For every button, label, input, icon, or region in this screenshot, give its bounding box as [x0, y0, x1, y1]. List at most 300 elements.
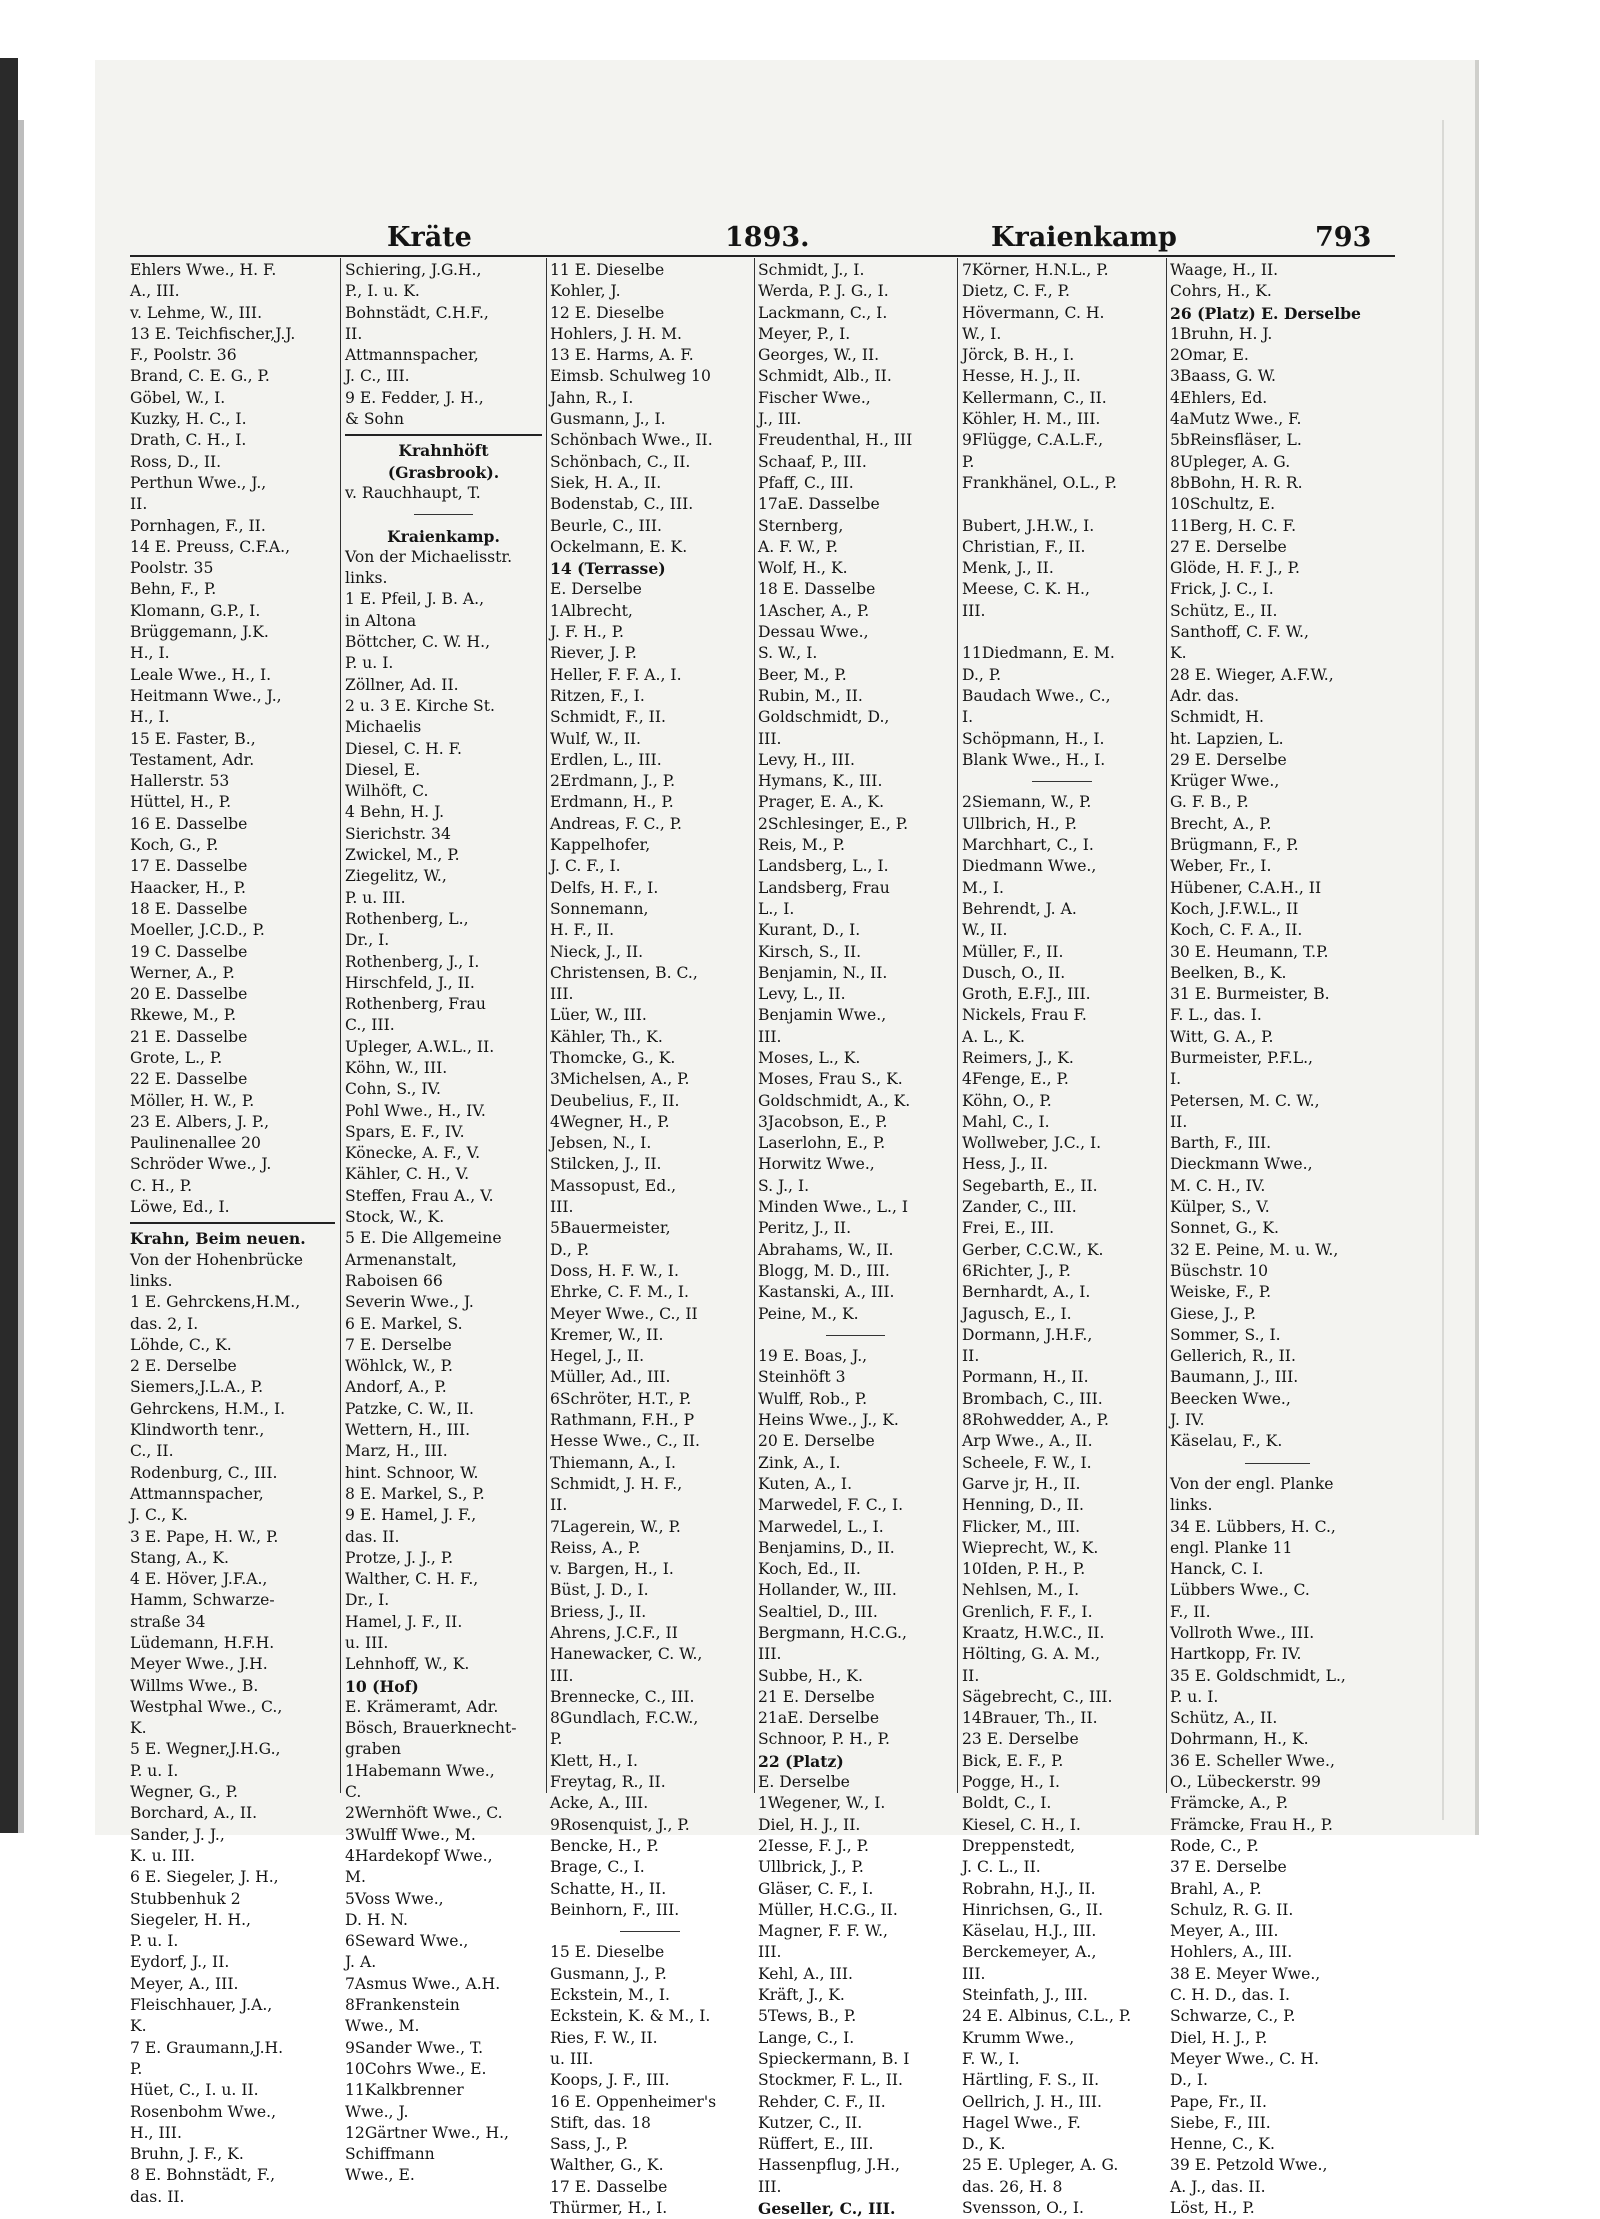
directory-line: Müller, F., II. [962, 942, 1064, 961]
directory-line: Dessau Wwe., [758, 623, 869, 642]
directory-line: Patzke, C. W., II. [345, 1399, 474, 1418]
directory-line: Ockelmann, E. K. [550, 537, 688, 556]
column-divider [957, 258, 958, 1793]
directory-line: Dr., I. [345, 931, 390, 950]
directory-line: 9Sander Wwe., T. [345, 2038, 484, 2057]
directory-line: Rehder, C. F., II. [758, 2092, 886, 2111]
directory-line: Krumm Wwe., [962, 2028, 1075, 2047]
directory-line: III. [758, 729, 782, 748]
directory-line: Von der engl. Planke [1170, 1474, 1334, 1493]
directory-line: Rothenberg, J., I. [345, 952, 480, 971]
directory-line: Sternberg, [758, 516, 844, 535]
directory-line: 19 E. Boas, J., [758, 1347, 868, 1366]
directory-line: I. [1170, 1070, 1182, 1089]
directory-line: Steinfath, J., III. [962, 1986, 1088, 2005]
directory-line: III. [550, 985, 574, 1004]
directory-line: Jahn, R., I. [550, 388, 634, 407]
directory-line: 5Tews, B., P. [758, 2007, 857, 2026]
directory-line: Magner, F. F. W., [758, 1922, 888, 1941]
directory-line: Schmidt, H. [1170, 708, 1264, 727]
directory-line: Wettern, H., III. [345, 1421, 471, 1440]
directory-line: Schöpmann, H., I. [962, 729, 1105, 748]
directory-line: Kiesel, C. H., I. [962, 1815, 1081, 1834]
directory-line: 22 (Platz) [758, 1751, 844, 1771]
directory-line: Beecken Wwe., [1170, 1389, 1291, 1408]
directory-line: Hesse Wwe., C., II. [550, 1432, 701, 1451]
directory-line: Köhn, W., III. [345, 1058, 448, 1077]
directory-line: Külper, S., V. [1170, 1198, 1270, 1217]
directory-line: 3 E. Pape, H. W., P. [130, 1527, 279, 1546]
directory-line: III. [758, 2177, 782, 2196]
directory-line: 18 E. Dasselbe [758, 580, 876, 599]
directory-line: Henning, D., II. [962, 1496, 1084, 1515]
directory-line: III. [758, 1645, 782, 1664]
directory-line: Schmidt, J. H. F., [550, 1474, 683, 1493]
directory-line: Weiske, F., P. [1170, 1283, 1272, 1302]
directory-line: Hohlers, A., III. [1170, 1943, 1293, 1962]
directory-line: Freudenthal, H., III [758, 431, 913, 450]
directory-line: 23 E. Derselbe [962, 1730, 1079, 1749]
directory-line: 6 E. Siegeler, J. H., [130, 1868, 279, 1887]
header-year: 1893. [725, 222, 810, 253]
directory-line: Thürmer, H., I. [550, 2199, 668, 2218]
directory-line: Briess, J., II. [550, 1602, 647, 1621]
directory-line: Geseller, C., III. [758, 2199, 896, 2219]
directory-line: F. W., I. [962, 2049, 1020, 2068]
directory-line: Bruhn, J. F., K. [130, 2145, 244, 2164]
directory-line: Levy, L., II. [758, 985, 846, 1004]
directory-line: 8 E. Bohnstädt, F., [130, 2166, 276, 2185]
directory-line: Arp Wwe., A., II. [962, 1432, 1093, 1451]
directory-line: Frick, J. C., I. [1170, 580, 1274, 599]
directory-line: 8Upleger, A. G. [1170, 452, 1291, 471]
directory-line: straße 34 [130, 1612, 206, 1631]
section-separator [345, 504, 542, 525]
directory-line: F., II. [1170, 1602, 1211, 1621]
directory-line: J. C., K. [130, 1506, 188, 1525]
directory-line: Deubelius, F., II. [550, 1091, 680, 1110]
directory-line: Spars, E. F., IV. [345, 1122, 465, 1141]
directory-line: 13 E. Harms, A. F. [550, 346, 694, 365]
directory-line: Horwitz Wwe., [758, 1155, 875, 1174]
directory-line: III. [550, 1198, 574, 1217]
directory-line: Lübbers Wwe., C. [1170, 1581, 1310, 1600]
directory-line: Göbel, W., I. [130, 388, 226, 407]
directory-line: Von der Michaelisstr. [345, 547, 513, 566]
directory-line: Von der Hohenbrücke [130, 1250, 304, 1269]
directory-line: Jörck, B. H., I. [962, 346, 1075, 365]
directory-line: Brand, C. E. G., P. [130, 367, 270, 386]
directory-line: Främcke, Frau H., P. [1170, 1815, 1334, 1834]
directory-line: Westphal Wwe., C., [130, 1697, 283, 1716]
directory-line: Marwedel, L., I. [758, 1517, 884, 1536]
directory-line: Dietz, C. F., P. [962, 282, 1070, 301]
directory-line: P. u. I. [130, 1932, 179, 1951]
directory-line: Blogg, M. D., III. [758, 1261, 890, 1280]
directory-line: Bösch, Brauerknecht- [345, 1719, 517, 1738]
directory-line: Pogge, H., I. [962, 1773, 1060, 1792]
binding-shadow [18, 120, 24, 1833]
directory-line: 4Ehlers, Ed. [1170, 388, 1268, 407]
directory-line: Ries, F. W., II. [550, 2028, 658, 2047]
directory-line: 4 E. Höver, J.F.A., [130, 1570, 268, 1589]
directory-line: Blank Wwe., H., I. [962, 750, 1106, 769]
directory-line: Erdlen, L., III. [550, 750, 662, 769]
directory-line: C. H. D., das. I. [1170, 1986, 1290, 2005]
directory-line: Kastanski, A., III. [758, 1283, 895, 1302]
directory-line: Sander, J. J., [130, 1825, 225, 1844]
directory-line: 2 u. 3 E. Kirche St. [345, 696, 495, 715]
directory-line: Hinrichsen, G., II. [962, 1900, 1104, 1919]
directory-line: 36 E. Scheller Wwe., [1170, 1751, 1335, 1770]
directory-line: Armenanstalt, [345, 1250, 457, 1269]
directory-line: Wollweber, J.C., I. [962, 1134, 1102, 1153]
directory-line: 9 E. Fedder, J. H., [345, 388, 484, 407]
directory-line: Dormann, J.H.F., [962, 1325, 1093, 1344]
directory-line: Acke, A., III. [550, 1794, 649, 1813]
directory-line: Perthun Wwe., J., [130, 473, 267, 492]
section-separator [550, 1921, 750, 1942]
directory-line: Schönbach, C., II. [550, 452, 691, 471]
directory-line: Schönbach Wwe., II. [550, 431, 713, 450]
directory-line: das. II. [345, 1527, 400, 1546]
directory-line: (Grasbrook). [387, 462, 500, 482]
directory-line: Grote, L., P. [130, 1048, 223, 1067]
column-6 [1170, 260, 1385, 2218]
directory-line: Klomann, G.P., I. [130, 601, 261, 620]
directory-line: Hegel, J., II. [550, 1347, 645, 1366]
directory-line: Rubin, M., II. [758, 686, 863, 705]
directory-line: Doss, H. F. W., I. [550, 1261, 679, 1280]
directory-line: Henne, C., K. [1170, 2135, 1275, 2154]
directory-line: 2Siemann, W., P. [962, 793, 1092, 812]
column-1 [130, 260, 335, 2206]
directory-line: W., I. [962, 324, 1002, 343]
directory-line: 2Wernhöft Wwe., C. [345, 1804, 503, 1823]
directory-line: Heller, F. F. A., I. [550, 665, 682, 684]
directory-line: A. L., K. [962, 1027, 1026, 1046]
directory-line: Hövermann, C. H. [962, 303, 1105, 322]
directory-line: 8bBohn, H. R. R. [1170, 473, 1303, 492]
directory-line: J. C., III. [345, 367, 410, 386]
directory-line: 21 E. Dasselbe [130, 1027, 248, 1046]
directory-line: Hess, J., II. [962, 1155, 1048, 1174]
directory-line: 1Albrecht, [550, 601, 633, 620]
directory-line: Moses, Frau S., K. [758, 1070, 903, 1089]
directory-line: Poolstr. 35 [130, 559, 214, 578]
directory-line: Brennecke, C., III. [550, 1687, 695, 1706]
directory-line: Werda, P. J. G., I. [758, 282, 889, 301]
directory-line: 7Asmus Wwe., A.H. [345, 1974, 501, 1993]
column-2 [345, 260, 542, 2185]
directory-line: Lüdemann, H.F.H. [130, 1634, 275, 1652]
directory-line: Rathmann, F.H., P [550, 1411, 695, 1430]
directory-line: Marchhart, C., I. [962, 836, 1094, 855]
directory-line: P. [962, 452, 975, 471]
directory-line: 35 E. Goldschmidt, L., [1170, 1666, 1346, 1685]
directory-line: links. [345, 569, 388, 588]
directory-line: 27 E. Derselbe [1170, 537, 1287, 556]
directory-line: Koops, J. F., III. [550, 2071, 670, 2090]
directory-line: 11Diedmann, E. M. [962, 644, 1115, 663]
directory-line: Könecke, A. F., V. [345, 1144, 481, 1163]
directory-line: K. [1170, 644, 1187, 663]
directory-line: 9 E. Hamel, J. F., [345, 1506, 477, 1525]
directory-line: Schnoor, P. H., P. [758, 1730, 890, 1749]
directory-line: Bubert, J.H.W., I. [962, 516, 1095, 535]
directory-line: Bencke, H., P. [550, 1836, 659, 1855]
directory-line: Pape, Fr., II. [1170, 2092, 1267, 2111]
directory-line: Böttcher, C. W. H., [345, 633, 491, 652]
directory-line: Bohnstädt, C.H.F., [345, 303, 489, 322]
directory-line: Meyer Wwe., C., II [550, 1304, 698, 1323]
directory-line: Oellrich, J. H., III. [962, 2092, 1102, 2111]
directory-line: 2Schlesinger, E., P. [758, 814, 909, 833]
directory-line: 14Brauer, Th., II. [962, 1709, 1098, 1728]
directory-line: Rkewe, M., P. [130, 1006, 237, 1025]
directory-line: Rothenberg, Frau [345, 995, 486, 1014]
directory-line: Ullbrich, H., P. [962, 814, 1077, 833]
directory-line: Reis, M., P. [758, 836, 845, 855]
directory-line: Glöde, H. F. J., P. [1170, 559, 1300, 578]
directory-line: Walther, C. H. F., [345, 1570, 479, 1589]
directory-line: Frei, E., III. [962, 1219, 1055, 1238]
directory-line: Främcke, A., P. [1170, 1794, 1289, 1813]
directory-line: III. [758, 1943, 782, 1962]
directory-line: Lüer, W., III. [550, 1006, 647, 1025]
directory-line: J. A. [345, 1953, 377, 1972]
directory-line: 3Jacobson, E., P. [758, 1112, 888, 1131]
directory-line: 21 E. Derselbe [758, 1687, 875, 1706]
directory-line: Massopust, Ed., [550, 1176, 677, 1195]
directory-line: 6Seward Wwe., [345, 1932, 469, 1951]
directory-line: Hesse, H. J., II. [962, 367, 1081, 386]
directory-line: 24 E. Albinus, C.L., P. [962, 2007, 1132, 2026]
directory-line: Thiemann, A., I. [550, 1453, 676, 1472]
directory-line: II. [130, 495, 148, 514]
directory-line: Christian, F., II. [962, 537, 1086, 556]
page-header [125, 222, 1400, 254]
directory-line: 4Fenge, E., P. [962, 1070, 1069, 1089]
directory-line: Kohler, J. [550, 282, 621, 301]
directory-line: C., II. [130, 1442, 174, 1461]
directory-line: 20 E. Derselbe [758, 1432, 875, 1451]
directory-line: 30 E. Heumann, T.P. [1170, 942, 1329, 961]
directory-line: Benjamin, N., II. [758, 963, 888, 982]
directory-line: III. [550, 1666, 574, 1685]
directory-line: Brahl, A., P. [1170, 1879, 1262, 1898]
directory-line: Pfaff, C., III. [758, 473, 854, 492]
directory-line: 19 C. Dasselbe [130, 942, 248, 961]
directory-line: Schatte, H., II. [550, 1879, 667, 1898]
directory-line: Reimers, J., K. [962, 1048, 1074, 1067]
directory-line: S. W., I. [758, 644, 818, 663]
directory-line: 16 E. Oppenheimer's [550, 2092, 717, 2111]
directory-line: Wulff, Rob., P. [758, 1389, 868, 1408]
directory-line: Hirschfeld, J., II. [345, 973, 475, 992]
directory-line: 8Rohwedder, A., P. [962, 1411, 1109, 1430]
directory-line: A., III. [130, 282, 180, 301]
directory-line: Garve jr, H., II. [962, 1474, 1081, 1493]
directory-line: Grenlich, F. F., I. [962, 1602, 1093, 1621]
directory-line: 26 (Platz) E. Derselbe [1170, 303, 1361, 323]
directory-line: Wilhöft, C. [345, 782, 429, 801]
directory-line: 14 (Terrasse) [550, 559, 666, 579]
directory-line: Schütz, A., II. [1170, 1709, 1278, 1728]
directory-line: Zwickel, M., P. [345, 846, 460, 865]
directory-line: Kraienkamp. [387, 526, 500, 546]
directory-line: Dusch, O., II. [962, 963, 1066, 982]
directory-line: 32 E. Peine, M. u. W., [1170, 1240, 1339, 1259]
directory-line: Diedmann Wwe., [962, 857, 1097, 876]
directory-line: Büst, J. D., I. [550, 1581, 649, 1600]
directory-line: Krahn, Beim neuen. [130, 1229, 306, 1249]
directory-line: Eydorf, J., II. [130, 1953, 230, 1972]
directory-line: Georges, W., II. [758, 346, 880, 365]
directory-line: Zink, A., I. [758, 1453, 841, 1472]
directory-line: Lackmann, C., I. [758, 303, 888, 322]
directory-line: Löhde, C., K. [130, 1335, 232, 1354]
directory-line: Kellermann, C., II. [962, 388, 1107, 407]
directory-line: Landsberg, Frau [758, 878, 890, 897]
directory-line: hint. Schnoor, W. [345, 1463, 479, 1482]
directory-line: II. [962, 1666, 980, 1685]
directory-line: Pormann, H., II. [962, 1368, 1089, 1387]
directory-line: Eimsb. Schulweg 10 [550, 367, 711, 386]
directory-line: Heitmann Wwe., J., [130, 686, 282, 705]
directory-line: Berckemeyer, A., [962, 1943, 1097, 1962]
directory-line: 5Voss Wwe., [345, 1889, 444, 1908]
directory-line: Menk, J., II. [962, 559, 1054, 578]
directory-line: Eckstein, K. & M., I. [550, 2007, 711, 2026]
directory-line: Kirsch, S., II. [758, 942, 862, 961]
directory-line: Ehlers Wwe., H. F. [130, 261, 277, 279]
page-edge [1442, 120, 1444, 1820]
directory-line: Möller, H. W., P. [130, 1091, 255, 1110]
directory-line: M. C. H., IV. [1170, 1176, 1266, 1195]
directory-line: 8Frankenstein [345, 1996, 460, 2015]
directory-line: D., K. [962, 2135, 1006, 2154]
directory-line: Benjamins, D., II. [758, 1538, 895, 1557]
directory-line: Attmannspacher, [130, 1484, 264, 1503]
directory-line: III. [962, 601, 986, 620]
directory-line: Kutzer, C., II. [758, 2113, 863, 2132]
directory-line: Kähler, Th., K. [550, 1027, 663, 1046]
directory-line: Härtling, F. S., II. [962, 2071, 1100, 2090]
directory-line: Siek, H. A., II. [550, 473, 662, 492]
directory-line: 4aMutz Wwe., F. [1170, 410, 1302, 429]
directory-line: Flicker, M., III. [962, 1517, 1081, 1536]
directory-line: Hohlers, J. H. M. [550, 324, 683, 343]
directory-line: Hölting, G. A. M., [962, 1645, 1101, 1664]
directory-line: Hollander, W., III. [758, 1581, 897, 1600]
directory-line: Meyer, A., III. [1170, 1922, 1279, 1941]
directory-line: Moses, L., K. [758, 1048, 861, 1067]
directory-line: Hagel Wwe., F. [962, 2113, 1081, 2132]
directory-line: das. 2, I. [130, 1314, 199, 1333]
directory-line: Goldschmidt, D., [758, 708, 890, 727]
directory-line: Petersen, M. C. W., [1170, 1091, 1320, 1110]
directory-line: Hartkopp, Fr. IV. [1170, 1645, 1302, 1664]
directory-line: Beurle, C., III. [550, 516, 662, 535]
directory-line: Büschstr. 10 [1170, 1261, 1269, 1280]
directory-line: 1Wegener, W., I. [758, 1794, 886, 1813]
directory-line: Frankhänel, O.L., P. [962, 473, 1117, 492]
directory-line: 8 E. Markel, S., P. [345, 1484, 485, 1503]
directory-line: A. J., das. II. [1170, 2177, 1266, 2196]
directory-line: Beer, M., P. [758, 665, 847, 684]
directory-line: Levy, H., III. [758, 750, 855, 769]
directory-line: Subbe, H., K. [758, 1666, 863, 1685]
directory-line: Bernhardt, A., I. [962, 1283, 1091, 1302]
directory-line: Fischer Wwe., [758, 388, 871, 407]
directory-line: Marwedel, F. C., I. [758, 1496, 904, 1515]
directory-line: Müller, H.C.G., II. [758, 1900, 898, 1919]
directory-line: Steffen, Frau A., V. [345, 1186, 494, 1205]
directory-line: Gellerich, R., II. [1170, 1347, 1296, 1366]
directory-line: C. H., P. [130, 1176, 193, 1195]
column-divider [754, 258, 755, 1793]
section-separator [962, 771, 1162, 792]
directory-line: 20 E. Dasselbe [130, 985, 248, 1004]
directory-line: Schröder Wwe., J. [130, 1155, 272, 1174]
directory-line: Hüet, C., I. u. II. [130, 2081, 259, 2100]
directory-line: Witt, G. A., P. [1170, 1027, 1274, 1046]
directory-line: Käselau, H.J., III. [962, 1922, 1097, 1941]
directory-line: 1Ascher, A., P. [758, 601, 870, 620]
directory-line: Wolf, H., K. [758, 559, 848, 578]
directory-line: Brecht, A., P. [1170, 814, 1272, 833]
directory-line: Diesel, E. [345, 760, 421, 779]
directory-line: 10 (Hof) [345, 1676, 419, 1696]
directory-line: 12Gärtner Wwe., H., [345, 2123, 509, 2142]
directory-line: 6Richter, J., P. [962, 1261, 1071, 1280]
directory-line: Zöllner, Ad. II. [345, 675, 459, 694]
directory-line: Krüger Wwe., [1170, 772, 1280, 791]
directory-line: Müller, Ad., III. [550, 1368, 671, 1387]
directory-line: 11Kalkbrenner [345, 2081, 464, 2100]
directory-line: Meyer Wwe., J.H. [130, 1655, 268, 1674]
directory-line: Ziegelitz, W., [345, 867, 447, 886]
directory-line: graben [345, 1740, 401, 1759]
directory-line: Abrahams, W., II. [758, 1240, 894, 1259]
directory-line: Raboisen 66 [345, 1271, 443, 1290]
directory-line: Behn, F., P. [130, 580, 217, 599]
directory-line: 5Bauermeister, [550, 1219, 671, 1238]
directory-line: Wwe., J. [345, 2102, 409, 2121]
directory-line: Vollroth Wwe., III. [1170, 1624, 1315, 1642]
directory-line: D., I. [1170, 2071, 1208, 2090]
section-separator [345, 430, 542, 440]
directory-line: Schütz, E., II. [1170, 601, 1278, 620]
directory-line: D., P. [550, 1240, 590, 1259]
directory-line: A. F. W., P. [758, 537, 838, 556]
directory-line: Schmidt, J., I. [758, 261, 865, 279]
directory-line: Krahnhöft [398, 441, 489, 461]
directory-line: Prager, E. A., K. [758, 793, 885, 812]
column-3 [550, 260, 750, 2218]
directory-line: Beelken, B., K. [1170, 963, 1287, 982]
directory-line: J. IV. [1170, 1411, 1205, 1430]
directory-line: Paulinenallee 20 [130, 1134, 261, 1153]
directory-line: P. u. I. [345, 654, 394, 673]
directory-line: Schiering, J.G.H., [345, 261, 482, 279]
directory-line: Stubbenhuk 2 [130, 1889, 241, 1908]
book-binding [0, 58, 18, 1833]
directory-line: 29 E. Derselbe [1170, 750, 1287, 769]
directory-line: Wegner, G., P. [130, 1783, 238, 1802]
directory-line: III. [758, 1027, 782, 1046]
